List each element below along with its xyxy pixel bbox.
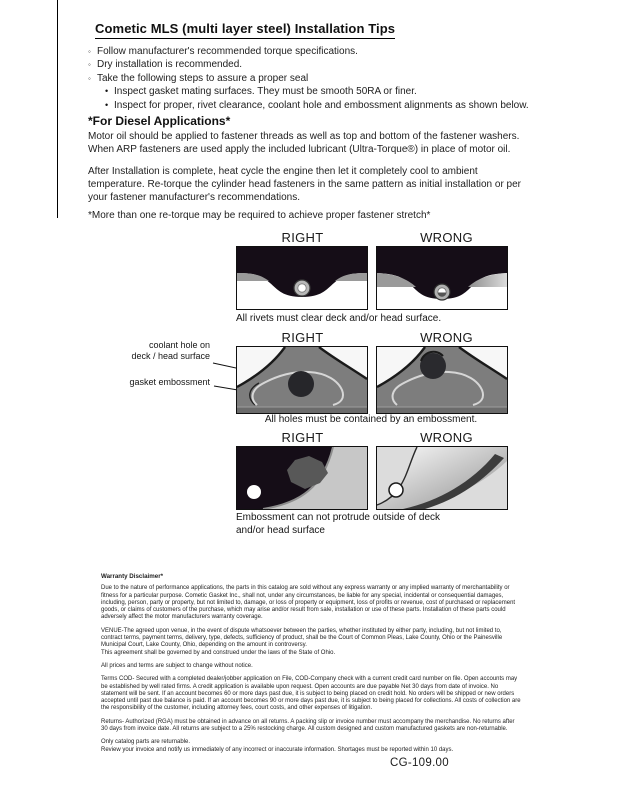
coolant-diagram-row (236, 346, 508, 414)
embossment-diagram-row (236, 446, 508, 510)
page-margin-line (57, 0, 58, 218)
diesel-paragraph-1: Motor oil should be applied to fastener threads as well as top and bottom of the fastener washers. When ARP fasteners are used apply the included lubricant (Ultra-Torque®) in place of motor oil. (88, 131, 520, 155)
bullet-icon: ◦ (88, 60, 91, 70)
list-item (105, 85, 529, 98)
diesel-heading: *For Diesel Applications* (88, 114, 231, 128)
coolant-section (88, 330, 548, 415)
rivet-wrong-diagram (376, 246, 508, 310)
coolant-caption: All holes must be contained by an embossment. (264, 414, 478, 425)
prices-text: All prices and terms are subject to change without notice. (101, 662, 253, 669)
page-title: Cometic MLS (multi layer steel) Installation Tips (95, 21, 395, 39)
list-item (88, 45, 529, 58)
tip-text: Inspect gasket mating surfaces. They must be smooth 50RA or finer. (114, 86, 417, 98)
embossment-right-image (237, 447, 367, 509)
list-item (105, 99, 529, 112)
right-label: RIGHT (281, 430, 324, 445)
tip-text: Dry installation is recommended. (97, 59, 243, 71)
tip-text: Inspect for proper, rivet clearance, coolant hole and embossment alignments as shown below. (114, 99, 529, 111)
right-label: RIGHT (281, 230, 324, 245)
bullet-icon: ◦ (88, 73, 91, 83)
wrong-label: WRONG (420, 330, 473, 345)
rivet-caption: All rivets must clear deck and/or head surface. (236, 313, 442, 324)
list-item (88, 58, 529, 71)
coolant-right-image (237, 347, 367, 413)
terms-cod-text: Terms COD- Secured with a completed dealer/jobber application on File, COD-Company check with a current credit card number on file. Open accounts may be established by well rated firms. A credit application is available upon request. Open accounts are due payable Net 30 days from date of invoice. No statement will be sent. If an account becomes 60 or more days past due, it is subject to being placed on credit hold. No orders will be shipped or new orders accepted until past due balance is paid. If an account becomes 90 or more days past due, it is subject to being placed for collections. All costs of collection are the responsibility of the customer, including attorney fees, court costs, and other expenses of litigation. (101, 676, 521, 712)
legal-section (101, 573, 521, 754)
bullet-icon: • (105, 86, 109, 97)
bolt-hole (247, 485, 261, 499)
rivet-diagram-row (236, 246, 508, 310)
wrong-label: WRONG (420, 430, 473, 445)
right-label: RIGHT (281, 330, 324, 345)
retorque-note: *More than one re-torque may be required to achieve proper fastener stretch* (88, 210, 431, 221)
coolant-wrong-diagram (376, 346, 508, 414)
list-item (88, 72, 529, 85)
rivet-wrong-image (377, 247, 507, 309)
bolt-hole (389, 483, 403, 497)
embossment-caption: Embossment can not protrude outside of deck and/or head surface (236, 512, 441, 536)
embossment-wrong-image (377, 447, 507, 509)
returns-text: Returns- Authorized (RGA) must be obtained in advance on all returns. A packing slip or invoice number must accompany the merchandise. No returns after 30 days from invoice date. All returns are subject to a 25% restocking charge. All custom designed and custom manufactured gaskets are non-returnable. (101, 718, 515, 733)
coolant-hole-annotation: coolant hole on deck / head surface (131, 340, 210, 361)
rivet-label-row (236, 230, 513, 245)
venue-text: VENUE-The agreed upon venue, in the event of dispute whatsoever between the parties, whether instituted by either party, including, but not limited to, contract terms, payment terms, delivery, type, defects, sufficiency of product, shall be the Court of Common Pleas, Lake County, Ohio or the Painesville Municipal Court, Lake County, Ohio, depending on the amount in controversy. (101, 627, 503, 649)
returnable-text: Only catalog parts are returnable. (101, 739, 191, 746)
tip-text: Take the following steps to assure a proper seal (97, 72, 309, 84)
coolant-label-row (236, 330, 513, 345)
embossment-right-diagram (236, 446, 368, 510)
embossment-wrong-diagram (376, 446, 508, 510)
diesel-paragraph-2: After Installation is complete, heat cycle the engine then let it completely cool to ambient temperature. Re-torque the cylinder head fasteners in the same pattern as initial installation or per your fastener manufacturer's recommendations. (88, 166, 522, 203)
page-number: CG-109.00 (390, 757, 449, 769)
warranty-disclaimer-text: Due to the nature of performance applications, the parts in this catalog are sold without any express warranty or any implied warranty of merchantability or fitness for a particular purpose. Cometic Gasket Inc., shall not, under any circumstances, be liable for any special, incidental or consequential damages, including, person, party or property, but not limited to, damage, or loss of property or equipment, loss of profits or revenue, cost of purchased or replacement goods, or claims of customers of the purchase, which may arise and/or result from sale, installation or use of these parts. Installation of these parts could adversely affect the motor manufacturers warranty coverage. (101, 585, 516, 621)
rivet-right-image (237, 247, 367, 309)
coolant-hole (288, 371, 314, 397)
gasket-embossment-annotation: gasket embossment (129, 377, 210, 387)
embossment-label-row (236, 430, 513, 445)
review-invoice-text: Review your invoice and notify us immediately of any incorrect or inaccurate information. Shortages must be reported within 10 days. (101, 746, 454, 753)
coolant-right-diagram (236, 346, 368, 414)
coolant-wrong-image (377, 347, 507, 413)
bullet-icon: ◦ (88, 47, 91, 56)
rivet-right-diagram (236, 246, 368, 310)
tips-list (88, 45, 529, 112)
warranty-heading: Warranty Disclaimer* (101, 573, 164, 580)
tip-text: Follow manufacturer's recommended torque specifications. (97, 46, 358, 57)
venue-law-text: This agreement shall be governed by and construed under the laws of the State of Ohio. (101, 649, 336, 656)
bullet-icon: • (105, 99, 109, 110)
wrong-label: WRONG (420, 230, 473, 245)
